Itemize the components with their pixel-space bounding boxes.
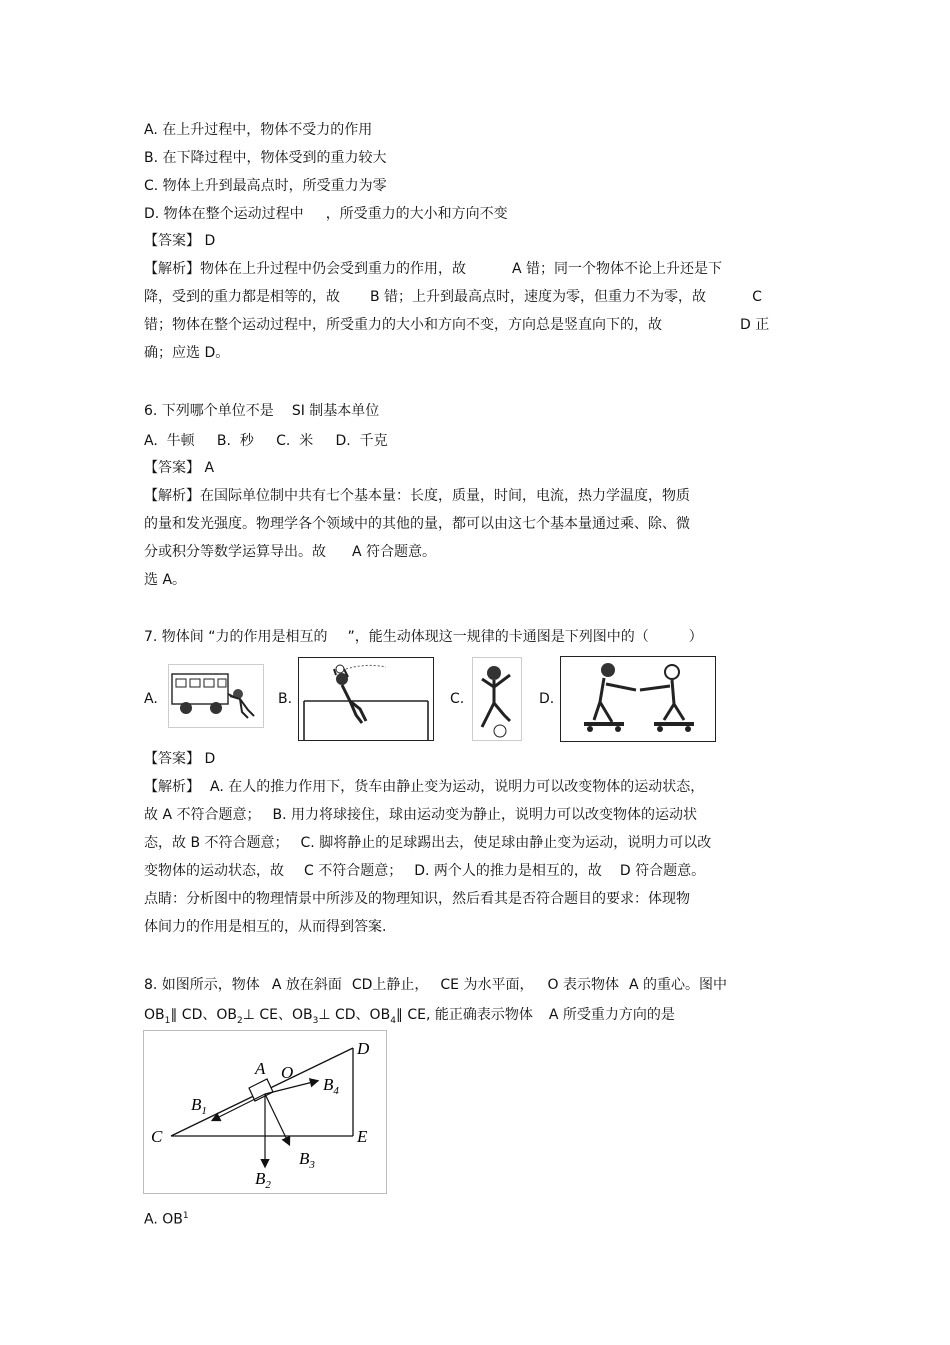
q8-stem2-j: A 所受重力方向的是 xyxy=(548,1007,675,1023)
q5-option-b: B. 在下降过程中，物体受到的重力较大 xyxy=(144,150,387,166)
q7-tip-line2: 体间力的作用是相互的，从而得到答案. xyxy=(144,919,387,935)
label-e: E xyxy=(357,1127,368,1146)
q8-option-a-text: A. OB xyxy=(144,1211,183,1228)
q5-exp3-b: D 正 xyxy=(740,317,770,333)
q7-exp4-d: D 符合题意。 xyxy=(619,863,706,879)
q5-explanation-line2 xyxy=(144,288,762,306)
incline-diagram xyxy=(143,1030,387,1194)
q8-option-a-sub: 1 xyxy=(182,1211,189,1221)
q5-option-a: A. 在上升过程中，物体不受力的作用 xyxy=(144,122,373,138)
q6-options: A. 牛顿 B. 秒 C. 米 D. 千克 xyxy=(144,433,388,449)
q8-stem2-c: ∥ CD、OB xyxy=(170,1007,237,1023)
q8-stem1-b: A 放在斜面 xyxy=(271,977,342,993)
q7-explanation-line1 xyxy=(144,778,704,796)
q8-stem2-b: 1 xyxy=(164,1015,171,1026)
q7-exp4-c: D. 两个人的推力是相互的，故 xyxy=(414,863,602,879)
kick-ball-image xyxy=(472,657,522,741)
q5-exp2-b: B 错；上升到最高点时，速度为零，但重力不为零，故 xyxy=(370,289,707,305)
q7-exp3-b: C. 脚将静止的足球踢出去，使足球由静止变为运动，说明力可以改 xyxy=(300,835,712,851)
q5-exp1-b: A 错；同一个物体不论上升还是下 xyxy=(512,261,723,277)
q8-stem1-a: 8. 如图所示，物体 xyxy=(144,977,260,993)
label-d: D xyxy=(357,1039,370,1058)
q7-stem-c: ） xyxy=(688,629,703,645)
q8-stem2-h: 4 xyxy=(390,1015,396,1026)
q6-exp3-b: A 符合题意。 xyxy=(352,544,437,560)
label-a: A xyxy=(255,1059,266,1078)
q5-option-d xyxy=(144,205,508,223)
skateboard-push-image xyxy=(560,656,716,742)
q5-exp2-a: 降，受到的重力都是相等的，故 xyxy=(144,289,340,305)
q5-answer: 【答案】 D xyxy=(144,233,216,249)
q6-stem-a: 6. 下列哪个单位不是 xyxy=(144,403,274,419)
q8-stem2-e: ⊥ CE、OB xyxy=(242,1007,313,1023)
q7-label-b: B. xyxy=(278,691,293,707)
label-b4: $B_4$ xyxy=(323,1075,339,1097)
q5-exp3-a: 错；物体在整个运动过程中，所受重力的大小和方向不变，方向总是竖直向下的，故 xyxy=(144,317,662,333)
q8-stem2-a: OB xyxy=(144,1007,165,1023)
label-b2: $B_2$ xyxy=(255,1169,271,1191)
q7-explanation-line3 xyxy=(144,834,711,852)
q6-exp3-a: 分或积分等数学运算导出。故 xyxy=(144,544,326,560)
q7-exp4-a: 变物体的运动状态，故 xyxy=(144,863,284,879)
q8-stem-line2 xyxy=(144,1006,675,1030)
q6-explanation-line1: 【解析】在国际单位制中共有七个基本量：长度，质量，时间，电流，热力学温度，物质 xyxy=(144,488,690,504)
q5-option-d-part2: ，所受重力的大小和方向不变 xyxy=(325,206,508,222)
q7-stem-b: ”，能生动体现这一规律的卡通图是下列图中的（ xyxy=(347,629,649,645)
label-b3: $B_3$ xyxy=(299,1149,315,1171)
q8-stem2-f: 3 xyxy=(312,1015,319,1026)
q8-stem2-g: ⊥ CD、OB xyxy=(318,1007,391,1023)
q6-explanation-line2: 的量和发光强度。物理学各个领域中的其他的量，都可以由这七个基本量通过乘、除、微 xyxy=(144,516,690,532)
q8-stem1-d: CE 为水平面， xyxy=(440,977,534,993)
q7-stem xyxy=(144,628,703,646)
truck-push-image xyxy=(168,664,264,728)
q8-stem2-d: 2 xyxy=(237,1015,243,1026)
q7-label-a: A. xyxy=(144,691,158,707)
q7-label-d: D. xyxy=(539,691,555,707)
q5-exp1-a: 【解析】物体在上升过程中仍会受到重力的作用，故 xyxy=(144,261,466,277)
q8-stem-line1 xyxy=(144,976,727,994)
goalkeeper-image xyxy=(298,657,434,741)
q7-exp1-a: 【解析】 xyxy=(144,779,200,795)
q7-tip-line1: 点睛：分析图中的物理情景中所涉及的物理知识，然后看其是否符合题目的要求：体现物 xyxy=(144,891,690,907)
q7-label-c: C. xyxy=(450,691,465,707)
q7-exp2-a: 故 A 不符合题意； xyxy=(144,807,261,823)
q7-exp3-a: 态，故 B 不符合题意； xyxy=(144,835,289,851)
q7-stem-a: 7. 物体间 “力的作用是相互的 xyxy=(144,629,328,645)
q8-stem1-f: A 的重心。图中 xyxy=(628,977,727,993)
q5-exp2-c: C xyxy=(752,289,762,305)
q7-exp1-b: A. 在人的推力作用下，货车由静止变为运动，说明力可以改变物体的运动状态， xyxy=(210,779,705,795)
q7-exp2-b: B. 用力将球接住，球由运动变为静止，说明力可以改变物体的运动状 xyxy=(272,807,697,823)
q8-stem1-e: O 表示物体 xyxy=(547,977,619,993)
q7-explanation-line4 xyxy=(144,862,705,880)
q5-option-d-part1: D. 物体在整个运动过程中 xyxy=(144,206,304,222)
q5-explanation-line4: 确；应选 D。 xyxy=(144,345,230,361)
q8-option-a xyxy=(144,1207,189,1229)
label-o: O xyxy=(281,1063,294,1082)
q6-stem xyxy=(144,402,379,420)
q8-stem2-i: ∥ CE, 能正确表示物体 xyxy=(395,1007,533,1023)
label-b1: $B_1$ xyxy=(191,1095,207,1117)
q6-stem-b: SI 制基本单位 xyxy=(291,403,380,419)
q6-answer: 【答案】 A xyxy=(144,460,215,476)
q7-explanation-line2 xyxy=(144,806,697,824)
q7-answer: 【答案】 D xyxy=(144,751,216,767)
q5-explanation-line3 xyxy=(144,316,769,334)
q8-stem1-c: CD上静止， xyxy=(351,977,429,993)
q6-explanation-line3 xyxy=(144,543,436,561)
q7-exp4-b: C 不符合题意； xyxy=(304,863,403,879)
q6-explanation-line4: 选 A。 xyxy=(144,572,187,588)
label-c: C xyxy=(151,1127,163,1146)
q5-option-c: C. 物体上升到最高点时，所受重力为零 xyxy=(144,178,387,194)
q5-explanation-line1 xyxy=(144,260,722,278)
